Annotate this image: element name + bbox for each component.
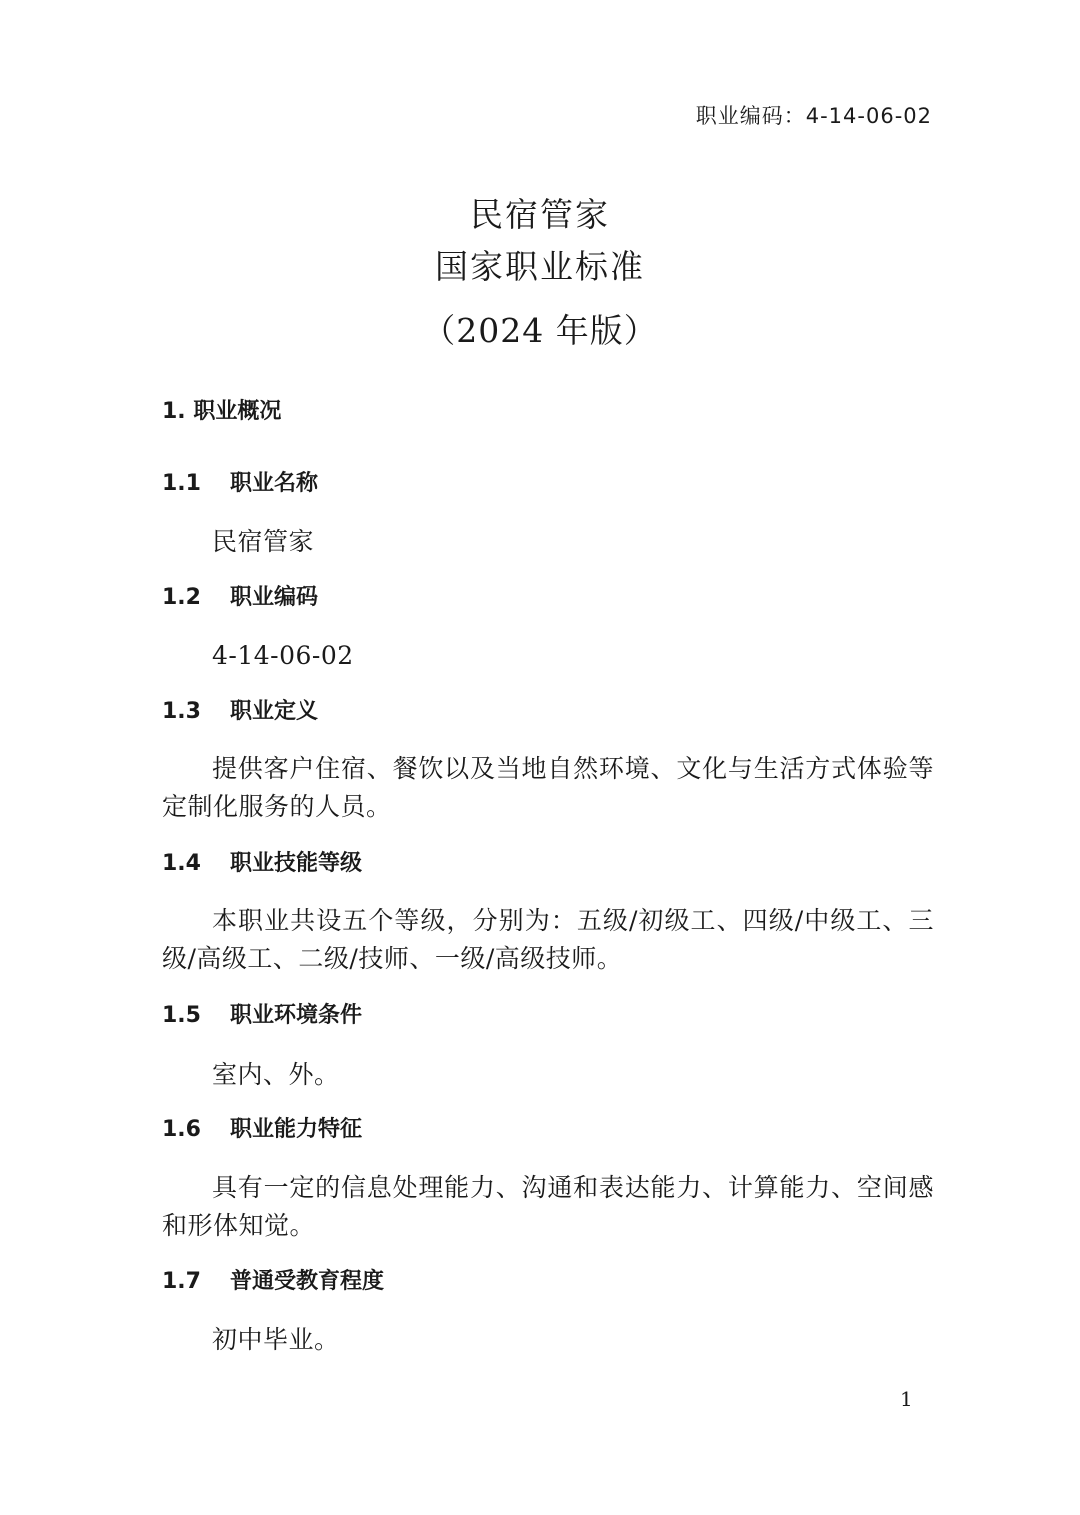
section-heading-1-6 (162, 1115, 362, 1145)
section-heading-1-3 (162, 697, 318, 727)
section-number: 1.2 (162, 585, 201, 610)
section-number: 1.4 (162, 851, 201, 876)
section-title: 职业能力特征 (230, 1117, 363, 1142)
section-title: 职业技能等级 (230, 851, 363, 876)
section-number: 1.1 (162, 471, 201, 496)
page-number: 1 (900, 1387, 913, 1411)
section-heading-1-1 (162, 469, 318, 499)
edition-label: （2024 年版） (422, 311, 658, 350)
section-number: 1.3 (162, 699, 201, 724)
section-body-1-7: 初中毕业。 (212, 1325, 340, 1354)
section-title: 职业定义 (230, 699, 319, 724)
section-heading-1-2 (162, 583, 318, 613)
section-title: 普通受教育程度 (230, 1269, 385, 1294)
section-number: 1.6 (162, 1117, 201, 1142)
section-body-1-1: 民宿管家 (212, 527, 315, 556)
section-heading-1: 1. 职业概况 (162, 399, 282, 424)
section-heading-1-5 (162, 1001, 362, 1031)
section-title: 职业编码 (230, 585, 319, 610)
section-body-1-3: 提供客户住宿、餐饮以及当地自然环境、文化与生活方式体验等定制化服务的人员。 (162, 754, 934, 821)
section-body-1-6: 具有一定的信息处理能力、沟通和表达能力、计算能力、空间感和形体知觉。 (162, 1173, 934, 1240)
section-title: 职业名称 (230, 471, 319, 496)
document-title-line1: 民宿管家 (470, 195, 610, 234)
occupation-code-header: 职业编码：4-14-06-02 (695, 104, 932, 128)
section-heading-1-4 (162, 849, 362, 879)
section-body-1-5: 室内、外。 (212, 1060, 340, 1089)
section-body-1-2: 4-14-06-02 (212, 641, 354, 670)
section-body-1-4: 本职业共设五个等级，分别为：五级/初级工、四级/中级工、三级/高级工、二级/技师、一级/高级技师。 (162, 906, 934, 973)
section-title: 职业环境条件 (230, 1003, 363, 1028)
document-title-line2: 国家职业标准 (435, 247, 645, 286)
section-number: 1.7 (162, 1269, 201, 1294)
section-heading-1-7 (162, 1267, 384, 1297)
section-number: 1.5 (162, 1003, 201, 1028)
